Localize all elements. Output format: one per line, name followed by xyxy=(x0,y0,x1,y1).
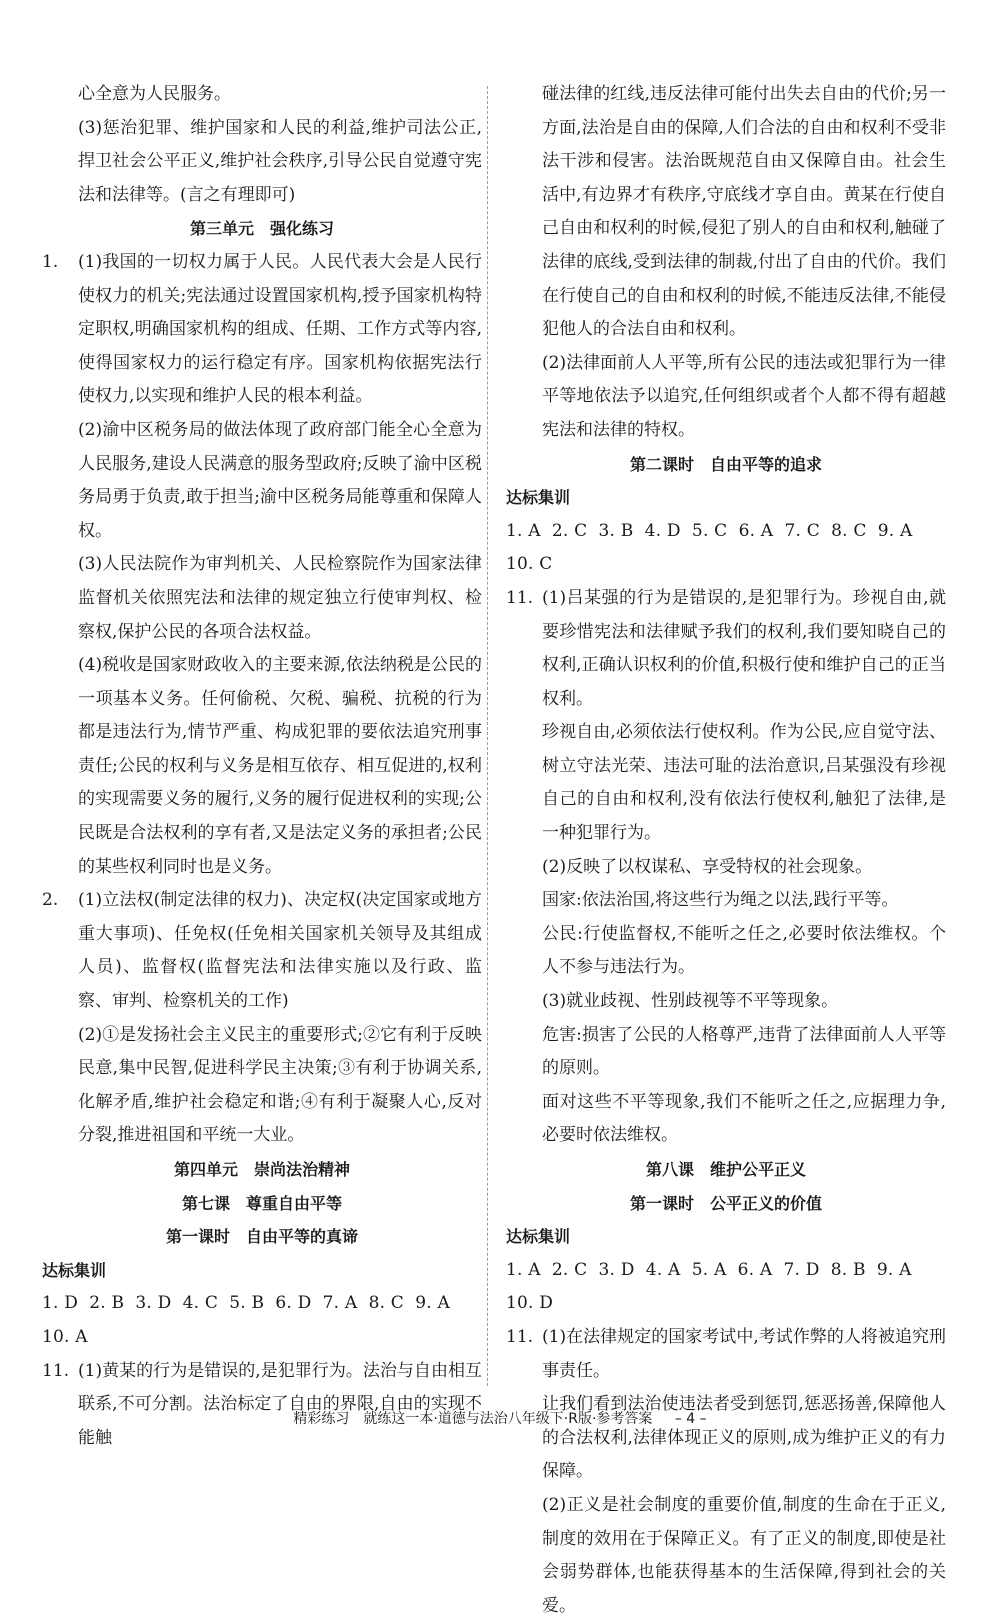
lesson-heading: 第八课 维护公平正义 xyxy=(645,1160,806,1179)
paragraph: (1)立法权(制定法律的权力)、决定权(决定国家或地方重大事项)、任免权(任免相关国家机关领导及其组成人员)、监督权(监督宪法和法律实施以及行政、监察、审判、检察机关的工作) xyxy=(78,890,482,1012)
question-number: 11. xyxy=(42,1360,70,1381)
paragraph: (1)我国的一切权力属于人民。人民代表大会是人民行使权力的机关;宪法通过设置国家机构,授予国家机构特定职权,明确国家机构的组成、任期、工作方式等内容,使得国家权力的运行稳定有序。国家机构依据宪法行使权力,以实现和维护人民的根本利益。 xyxy=(78,251,482,407)
section-heading: 第三单元 强化练习 xyxy=(189,219,334,239)
answer-row: 10. C xyxy=(506,554,553,575)
subheading: 达标集训 xyxy=(42,1260,107,1280)
paragraph: 让我们看到法治使违法者受到惩罚,惩恶扬善,保障他人的合法权利,法律体现正义的原则,成为维护正义的有力保障。 xyxy=(542,1394,946,1482)
paragraph: (2)反映了以权谋私、享受特权的社会现象。 xyxy=(542,856,873,877)
paragraph: 碰法律的红线,违反法律可能付出失去自由的代价;另一方面,法治是自由的保障,人们合法的自由和权利不受非法干涉和侵害。法治既规范自由又保障自由。社会生活中,有边界才有秩序,守底线才享自由。黄某在行使自己自由和权利的时候,侵犯了别人的自由和权利,触碰了法律的底线,受到法律的制裁,付出了自由的代价。我们在行使自己的自由和权利的时候,不能违反法律,不能侵犯他人的合法自由和权利。 xyxy=(542,84,946,340)
paragraph: 危害:损害了公民的人格尊严,违背了法律面前人人平等的原则。 xyxy=(542,1024,946,1079)
question-11 xyxy=(506,1321,946,1388)
question-2 xyxy=(42,884,482,1018)
lesson-heading: 第七课 尊重自由平等 xyxy=(181,1193,342,1213)
paragraph: 心全意为人民服务。 xyxy=(78,84,231,104)
paragraph: (3)就业歧视、性别歧视等不平等现象。 xyxy=(542,991,839,1012)
paragraph: (2)渝中区税务局的做法体现了政府部门能全心全意为人民服务,建设人民满意的服务型政府;反映了渝中区税务局勇于负责,敢于担当;渝中区税务局能尊重和保障人权。 xyxy=(78,419,482,541)
paragraph: (1)在法律规定的国家考试中,考试作弊的人将被追究刑事责任。 xyxy=(542,1326,946,1381)
answer-row: 10. A xyxy=(42,1326,88,1347)
paragraph: (2)正义是社会制度的重要价值,制度的生命在于正义,制度的效用在于保障正义。有了正义的制度,即使是社会弱势群体,也能获得基本的生活保障,得到社会的关爱。 xyxy=(542,1494,946,1616)
paragraph: 珍视自由,必须依法行使权利。作为公民,应自觉守法、树立守法光荣、违法可耻的法治意识,吕某强没有珍视自己的自由和权利,没有依法行使权利,触犯了法律,是一种犯罪行为。 xyxy=(542,722,946,844)
footer-title: 精彩练习 就练这一本·道德与法治八年级下·R版·参考答案 xyxy=(293,1411,653,1427)
paragraph: (1)吕某强的行为是错误的,是犯罪行为。珍视自由,就要珍惜宪法和法律赋予我们的权利,我们要知晓自己的权利,正确认识权利的价值,积极行使和维护自己的正当权利。 xyxy=(542,587,946,709)
period-heading: 第一课时 公平正义的价值 xyxy=(629,1193,822,1213)
unit-heading: 第四单元 崇尚法治精神 xyxy=(173,1160,350,1179)
subheading: 达标集训 xyxy=(506,488,571,508)
paragraph: (3)人民法院作为审判机关、人民检察院作为国家法律监督机关依照宪法和法律的规定独立行使审判权、检察权,保护公民的各项合法权益。 xyxy=(78,554,482,642)
question-11 xyxy=(42,1355,482,1456)
paragraph: (4)税收是国家财政收入的主要来源,依法纳税是公民的一项基本义务。任何偷税、欠税、骗税、抗税的行为都是违法行为,情节严重、构成犯罪的要依法追究刑事责任;公民的权利与义务是相互依存、相互促进的,权利的实现需要义务的履行,义务的履行促进权利的实现;公民既是合法权利的享有者,又是法定义务的承担者;公民的某些权利同时也是义务。 xyxy=(78,655,482,877)
question-number: 11. xyxy=(506,1326,534,1347)
answer-row: 1. D 2. B 3. D 4. C 5. B 6. D 7. A 8. C 9. A xyxy=(42,1293,450,1314)
question-number: 11. xyxy=(506,587,534,608)
paragraph: 公民:行使监督权,不能听之任之,必要时依法维权。个人不参与违法行为。 xyxy=(542,923,946,978)
answer-row: 1. A 2. C 3. D 4. A 5. A 6. A 7. D 8. B 9. A xyxy=(506,1259,912,1280)
left-column xyxy=(42,78,482,1455)
answer-row: 10. D xyxy=(506,1293,554,1314)
question-number: 1. xyxy=(42,251,59,272)
paragraph: (1)黄某的行为是错误的,是犯罪行为。法治与自由相互联系,不可分割。法治标定了自由的界限,自由的实现不能触 xyxy=(78,1360,482,1448)
column-divider xyxy=(487,86,488,1386)
answer-row: 1. A 2. C 3. B 4. D 5. C 6. A 7. C 8. C 9. A xyxy=(506,520,913,541)
period-heading: 第一课时 自由平等的真谛 xyxy=(165,1227,358,1247)
paragraph: (3)惩治犯罪、维护国家和人民的利益,维护司法公正,捍卫社会公平正义,维护社会秩序,引导公民自觉遵守宪法和法律等。(言之有理即可) xyxy=(78,117,482,205)
page-footer xyxy=(0,1408,1000,1428)
question-number: 2. xyxy=(42,890,59,911)
paragraph: (2)①是发扬社会主义民主的重要形式;②它有利于反映民意,集中民智,促进科学民主决策;③有利于协调关系,化解矛盾,维护社会稳定和谐;④有利于凝聚人心,反对分裂,推进祖国和平统一大业。 xyxy=(78,1024,482,1146)
right-column xyxy=(506,78,946,1623)
period-heading: 第二课时 自由平等的追求 xyxy=(629,454,822,474)
paragraph: 面对这些不平等现象,我们不能听之任之,应据理力争,必要时依法维权。 xyxy=(542,1091,946,1146)
subheading: 达标集训 xyxy=(506,1227,571,1247)
question-11 xyxy=(506,582,946,716)
paragraph: (2)法律面前人人平等,所有公民的违法或犯罪行为一律平等地依法予以追究,任何组织或者个人都不得有超越宪法和法律的特权。 xyxy=(542,352,946,440)
page-number: – 4 – xyxy=(674,1411,707,1427)
question-1 xyxy=(42,246,482,414)
paragraph: 国家:依法治国,将这些行为绳之以法,践行平等。 xyxy=(542,890,899,911)
